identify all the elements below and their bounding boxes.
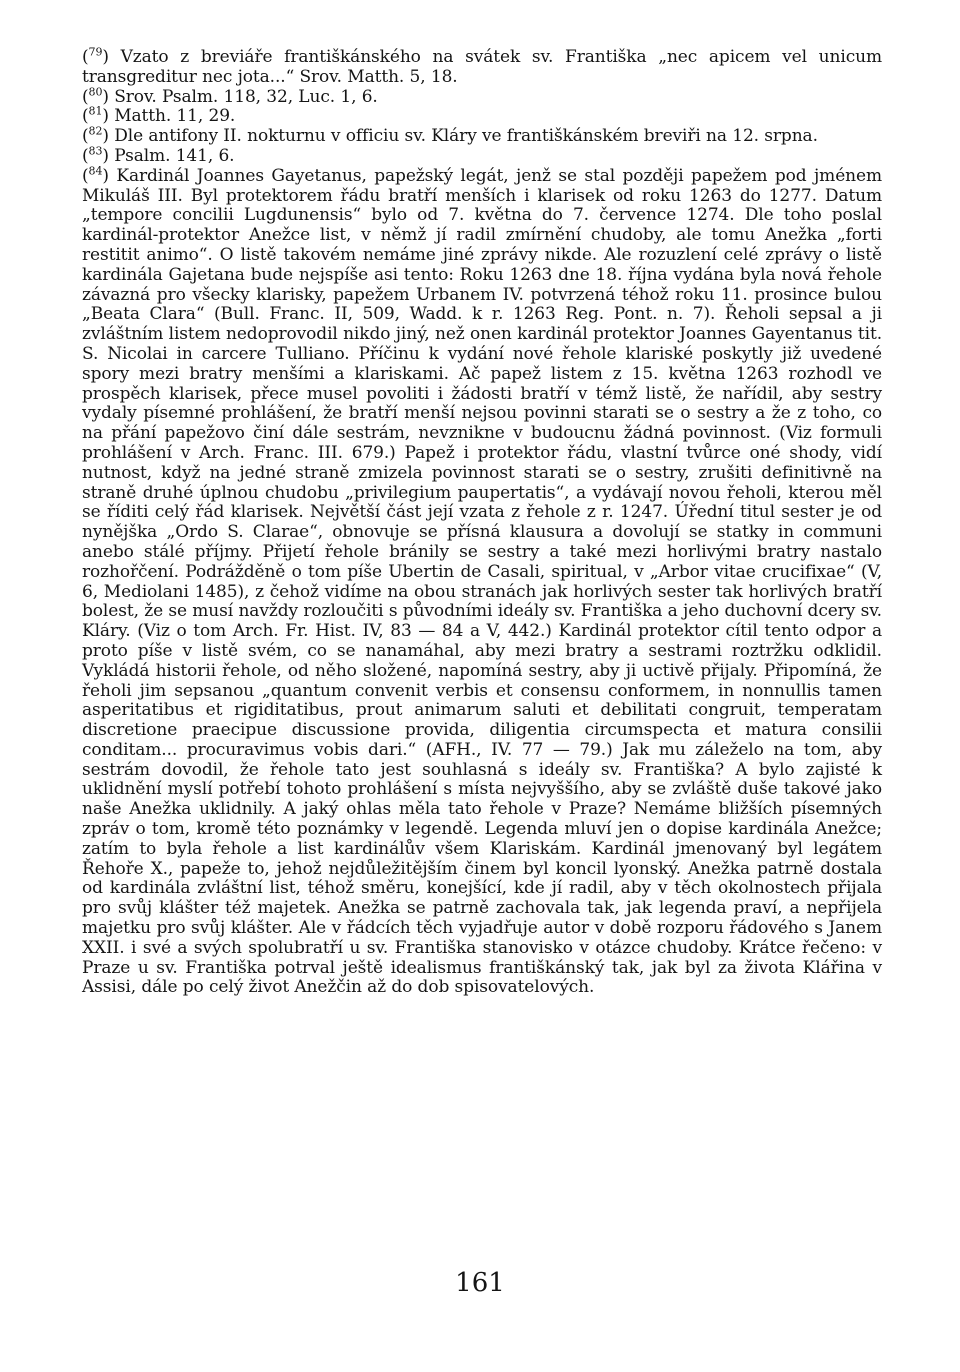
footnote-text: Psalm. 141, 6. xyxy=(114,145,235,166)
footnote-80: ($^{80}$) Srov. Psalm. 118, 32, Luc. 1, 6. xyxy=(82,84,378,107)
footnote-number: 82 xyxy=(88,124,103,138)
footnote-text: Kardinál Joannes Gayetanus, papežský legát, jenž se stal později papežem pod jménem Mikuláš III. Byl protektorem řádu bratří menších i klarisek od roku 1263 do 1277. Datum „tempore concilii Lugdunensis“ bylo od 7. května do 7. července 1274. Dle toho poslal kardinál-protektor Anežce list, v němž jí radil zmírnění chudoby, ale tomu Anežka „forti restitit animo“. O listě takovém nemáme jiné zprávy nikde. Ale rozuzlení celé zprávy o listě kardinála Gajetana bude nejspíše asi tento: Roku 1263 dne 18. října vydána byla nová řehole závazná pro všecky klarisky, papežem Urbanem IV. potvrzená téhož roku 11. prosince bulou „Beata Clara“ (Bull. Franc. II, 509, Wadd. k r. 1263 Reg. Pont. n. 7). Řeholi sepsal a ji zvláštním listem nedoprovodil nikdo jiný, než onen kardinál protektor Joannes Gayentanus tit. S. Nicolai in carcere Tulliano. Příčinu k vydání nové řehole klariské poskytly již uvedené spory mezi bratry menšími a klariskami. Ač papež listem z 15. května 1263 rozhodl ve prospěch klarisek, přece musel povoliti i žádosti bratří v témž listě, že nařídil, aby sestry vydaly písemné prohlášení, že bratří menší nejsou povinni starati se o sestry a že z toho, co na přání papežovo činí dále sestrám, nevznikne v budoucnu žádná povinnost. (Viz formuli prohlášení v Arch. Franc. III. 679.) Papež i protektor řádu, vlastní tvůrce oné shody, vidí nutnost, když na jedné straně zmizela povinnost starati se o sestry, zrušiti definitivně na straně druhé úplnou chudobu „privilegium paupertatis“, a vydávají novou řeholi, kterou měl se říditi celý řád klarisek. Největší část její vzata z řehole z r. 1247. Úřední titul sester je od nynějška „Ordo S. Clarae“, obnovuje se přísná klausura a dovolují se statky in communi anebo stálé příjmy. Přijetí řehole bránily se sestry a také mezi horlivými bratry nastalo rozhořčení. Podrážděně o tom píše Ubertin de Casali, spiritual, v „Arbor vitae crucifixae“ (V, 6, Mediolani 1485), z čehož vidíme na obou stranách jak horlivých sester tak horlivých bratří bolest, že se musí navždy rozloučiti s původními ideály sv. Františka a jeho duchovní dcery sv. Kláry. (Viz o tom Arch. Fr. Hist. IV, 83 — 84 a V, 442.) Kardinál protektor cítil tento odpor a proto píše v listě svém, co se nanamáhal, aby mezi bratry a sestrami roztržku odklidil. Vykládá historii řehole, od něho složené, napomíná sestry, aby ji uctivě přijaly. Připomíná, že řeholi jim sepsanou „quantum convenit verbis et consensu conformem, in nonnullis tamen asperitatibus et rigiditatibus, prout animarum saluti et debilitati congruit, temperatam discretione praecipue discussione provida, diligentia circumspecta et matura consilii conditam... procuravimus vobis dari.“ (AFH., IV. 77 — 79.) Jak mu záleželo na tom, aby sestrám dovodil, že řehole tato jest souhlasná s ideály sv. Františka? A bylo zajisté k uklidnění myslí potřebí tohoto prohlášení s místa nejvyššího, aby se zvláště duše takové jako naše Anežka uklidnily. A jaký ohlas měla tato řehole v Praze? Nemáme bližších písemných zpráv o tom, kromě této poznámky v legendě. Legenda mluví jen o dopise kardinála Anežce; zatím to byla řehole a list kardinálův všem Klariskám. Kardinál jmenovaný byl legátem Řehoře X., papeže to, jehož nejdůležitějším činem byl koncil lyonský. Anežka patrně dostala od kardinála zvláštní list, téhož směru, konejšící, kde jí radil, aby v těch okolnostech přijala pro svůj klášter též majetek. Anežka se patrně zachovala tak, jak legenda praví, a nepřijela majetku pro svůj klášter. Ale v řádcích těch vyjadřuje autor v době rozporu řádového s Janem XXII. i své a svých spolubratří u sv. Františka stanovisko v otázce chudoby. Krátce řečeno: v Praze u sv. Františka potrval ještě idealismus františkánský tak, jak byl za života Klářina v Assisi, dále po celý život Anežčin až do dob spisovatelových. xyxy=(82,165,882,998)
footnote-82: ($^{82}$) Dle antifony II. nokturnu v officiu sv. Kláry ve františkánském breviři na 12. srpna. xyxy=(82,124,818,147)
footnote-79: ($^{79}$) Vzato z breviáře františkánského na svátek sv. Františka „nec apicem vel unicum transgreditur nec jota...“ Srov. Matth. 5, 18. xyxy=(82,45,882,87)
footnote-text: Vzato z breviáře františkánského na svátek sv. Františka „nec apicem vel unicum transgreditur nec jota...“ Srov. Matth. 5, 18. xyxy=(82,47,882,87)
footnote-text: Matth. 11, 29. xyxy=(114,106,236,127)
footnote-number: 79 xyxy=(88,45,103,59)
page-number: 161 xyxy=(455,1268,505,1298)
footnote-83: ($^{83}$) Psalm. 141, 6. xyxy=(82,144,235,166)
footnote-text: Dle antifony II. nokturnu v officiu sv. Kláry ve františkánském breviři na 12. srpna. xyxy=(114,126,818,147)
footnote-84: ($^{84}$) Kardinál Joannes Gayetanus, papežský legát, jenž se stal později papežem pod jménem Mikuláš III. Byl protektorem řádu bratří menších i klarisek od roku 1263 do 1277. Datum „tempore concilii Lugdunensis“ bylo od 7. května do 7. července 1274. Dle toho poslal kardinál-protektor Anežce list, v němž jí radil zmírnění chudoby, ale tomu Anežka „forti restitit animo“. O listě takovém nemáme jiné zprávy nikde. Ale rozuzlení celé zprávy o listě kardinála Gajetana bude nejspíše asi tento: Roku 1263 dne 18. října vydána byla nová řehole závazná pro všecky klarisky, papežem Urbanem IV. potvrzená téhož roku 11. prosince bulou „Beata Clara“ (Bull. Franc. II, 509, Wadd. k r. 1263 Reg. Pont. n. 7). Řeholi sepsal a ji zvláštním listem nedoprovodil nikdo jiný, než onen kardinál protektor Joannes Gayentanus tit. S. Nicolai in carcere Tulliano. Příčinu k vydání nové řehole klariské poskytly již uvedené spory mezi bratry menšími a klariskami. Ač papež listem z 15. května 1263 rozhodl ve prospěch klarisek, přece musel povoliti i žádosti bratří v témž listě, že nařídil, aby sestry vydaly písemné prohlášení, že bratří menší nejsou povinni starati se o sestry a že z toho, co na přání papežovo činí dále sestrám, nevznikne v budoucnu žádná povinnost. (Viz formuli prohlášení v Arch. Franc. III. 679.) Papež i protektor řádu, vlastní tvůrce oné shody, vidí nutnost, když na jedné straně zmizela povinnost starati se o sestry, zrušiti definitivně na straně druhé úplnou chudobu „privilegium paupertatis“, a vydávají novou řeholi, kterou měl se říditi celý řád klarisek. Největší část její vzata z řehole z r. 1247. Úřední titul sester je od nynějška „Ordo S. Clarae“, obnovuje se přísná klausura a dovolují se statky in communi anebo stálé příjmy. Přijetí řehole bránily se sestry a také mezi horlivými bratry nastalo rozhořčení. Podrážděně o tom píše Ubertin de Casali, spiritual, v „Arbor vitae crucifixae“ (V, 6, Mediolani 1485), z čehož vidíme na obou stranách jak horlivých sester tak horlivých bratří bolest, že se musí navždy rozloučiti s původními ideály sv. Františka a jeho duchovní dcery sv. Kláry. (Viz o tom Arch. Fr. Hist. IV, 83 — 84 a V, 442.) Kardinál protektor cítil tento odpor a proto píše v listě svém, co se nanamáhal, aby mezi bratry a sestrami roztržku odklidil. Vykládá historii řehole, od něho složené, napomíná sestry, aby ji uctivě přijaly. Připomíná, že řeholi jim sepsanou „quantum convenit verbis et consensu conformem, in nonnullis tamen asperitatibus et rigiditatibus, prout animarum saluti et debilitati congruit, temperatam discretione praecipue discussione provida, diligentia circumspecta et matura consilii conditam... procuravimus vobis dari.“ (AFH., IV. 77 — 79.) Jak mu záleželo na tom, aby sestrám dovodil, že řehole tato jest souhlasná s ideály sv. Františka? A bylo zajisté k uklidnění myslí potřebí tohoto prohlášení s místa nejvyššího, aby se zvláště duše takové jako naše Anežka uklidnily. A jaký ohlas měla tato řehole v Praze? Nemáme bližších písemných zpráv o tom, kromě této poznámky v legendě. Legenda mluví jen o dopise kardinála Anežce; zatím to byla řehole a list kardinálův všem Klariskám. Kardinál jmenovaný byl legátem Řehoře X., papeže to, jehož nejdůležitějším činem byl koncil lyonský. Anežka patrně dostala od kardinála zvláštní list, téhož směru, konejšící, kde jí radil, aby v těch okolnostech přijala pro svůj klášter též majetek. Anežka se patrně zachovala tak, jak legenda praví, a nepřijela majetku pro svůj klášter. Ale v řádcích těch vyjadřuje autor v době rozporu řádového s Janem XXII. i své a svých spolubratří u sv. Františka stanovisko v otázce chudoby. Krátce řečeno: v Praze u sv. Františka potrval ještě idealismus františkánský tak, jak byl za života Klářina v Assisi, dále po celý život Anežčin až do dob spisovatelových. xyxy=(82,164,882,998)
footnote-text: Srov. Psalm. 118, 32, Luc. 1, 6. xyxy=(114,86,378,107)
footnote-81: ($^{81}$) Matth. 11, 29. xyxy=(82,104,236,127)
footnotes-block xyxy=(82,45,882,998)
footnote-number: 81 xyxy=(88,104,103,118)
footnote-number: 80 xyxy=(88,84,103,98)
footnote-number: 83 xyxy=(88,144,103,158)
footnote-number: 84 xyxy=(88,164,103,178)
